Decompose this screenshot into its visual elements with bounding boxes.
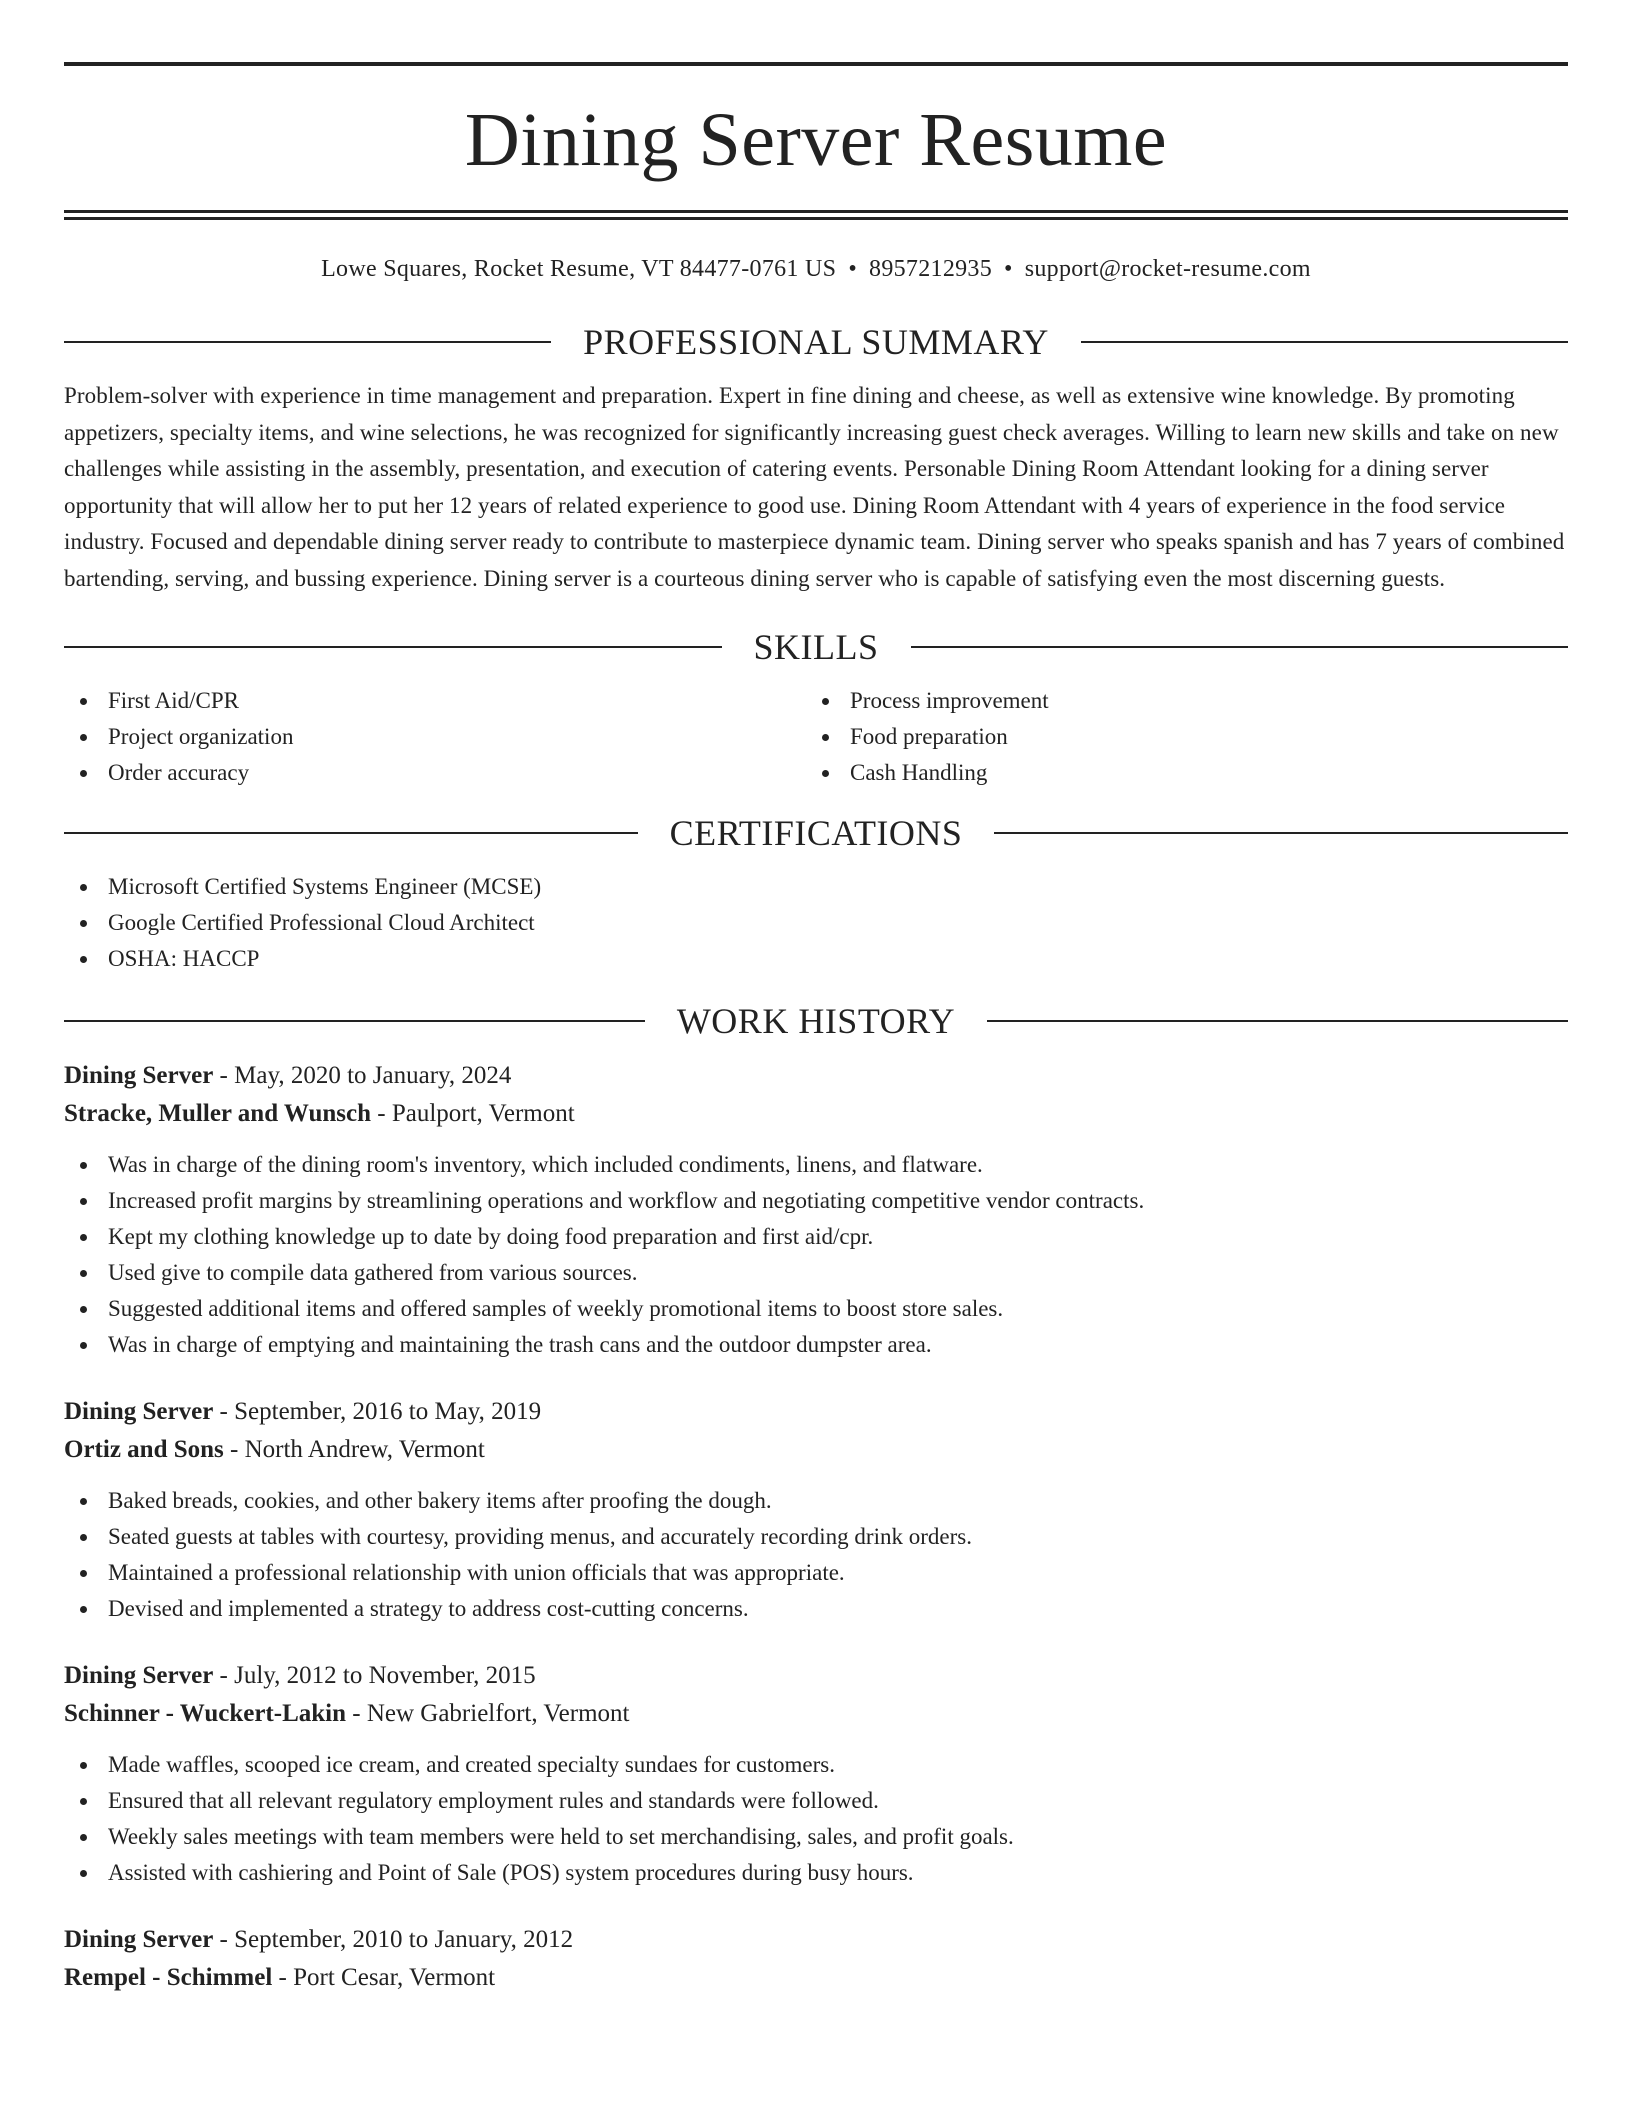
- job-dash: -: [213, 1062, 235, 1089]
- job-duty: Increased profit margins by streamlining operations and workflow and negotiating competitive vendor contracts.: [64, 1183, 1568, 1219]
- job-company-line: [64, 1695, 1568, 1733]
- certifications-list: [64, 869, 1568, 977]
- header-double-rule: [64, 210, 1568, 220]
- header-top-rule: [64, 62, 1568, 66]
- section-header-certifications: [64, 811, 1568, 855]
- job-duty: Baked breads, cookies, and other bakery items after proofing the dough.: [64, 1483, 1568, 1519]
- job-location: Paulport, Vermont: [391, 1100, 575, 1127]
- section-title-certifications: CERTIFICATIONS: [669, 813, 963, 853]
- skill-item: Project organization: [64, 719, 806, 755]
- job-duty: Weekly sales meetings with team members were held to set merchandising, sales, and profit goals.: [64, 1819, 1568, 1855]
- job-entry: [64, 1057, 1568, 1363]
- certification-item: Microsoft Certified Systems Engineer (MCSE): [64, 869, 1568, 905]
- job-dates: September, 2010 to January, 2012: [234, 1926, 574, 1953]
- job-company: Schinner - Wuckert-Lakin: [64, 1700, 346, 1727]
- section-title-work-history: WORK HISTORY: [676, 1001, 956, 1041]
- job-duty: Kept my clothing knowledge up to date by doing food preparation and first aid/cpr.: [64, 1219, 1568, 1255]
- skill-item: Food preparation: [806, 719, 1548, 755]
- skills-list-left: [64, 683, 806, 791]
- job-company: Rempel - Schimmel: [64, 1964, 273, 1991]
- skill-item: First Aid/CPR: [64, 683, 806, 719]
- job-title: Dining Server: [64, 1926, 214, 1953]
- job-duty: Was in charge of emptying and maintaining the trash cans and the outdoor dumpster area.: [64, 1327, 1568, 1363]
- skills-list-right: [806, 683, 1548, 791]
- section-title-summary: PROFESSIONAL SUMMARY: [583, 322, 1049, 362]
- summary-text: Problem-solver with experience in time management and preparation. Expert in fine dining and cheese, as well as extensive wine knowledge. By promoting appetizers, specialty items, and wine selections, he was recognized for significantly increasing guest check averages. Willing to learn new skills and take on new challenges while assisting in the assembly, presentation, and execution of catering events. Personable Dining Room Attendant looking for a dining server opportunity that will allow her to put her 12 years of related experience to good use. Dining Room Attendant with 4 years of experience in the food service industry. Focused and dependable dining server ready to contribute to masterpiece dynamic team. Dining server who speaks spanish and has 7 years of combined bartending, serving, and bussing experience. Dining server is a courteous dining server who is capable of satisfying even the most discerning guests.: [64, 383, 1565, 591]
- job-title: Dining Server: [64, 1062, 214, 1089]
- job-dates: September, 2016 to May, 2019: [234, 1398, 542, 1425]
- job-dash: -: [213, 1398, 235, 1425]
- job-title-line: [64, 1921, 1568, 1959]
- section-header-summary: [64, 320, 1568, 364]
- job-title: Dining Server: [64, 1662, 214, 1689]
- job-dash: -: [272, 1964, 294, 1991]
- job-dash: -: [371, 1100, 392, 1127]
- job-company: Ortiz and Sons: [64, 1436, 224, 1463]
- job-dates: May, 2020 to January, 2024: [234, 1062, 512, 1089]
- section-rule: [64, 832, 638, 834]
- skills-column-right: [806, 683, 1548, 791]
- job-duty: Seated guests at tables with courtesy, providing menus, and accurately recording drink orders.: [64, 1519, 1568, 1555]
- job-dash: -: [213, 1926, 235, 1953]
- job-duty: Maintained a professional relationship with union officials that was appropriate.: [64, 1555, 1568, 1591]
- section-rule: [64, 1020, 645, 1022]
- job-duty: Devised and implemented a strategy to address cost-cutting concerns.: [64, 1591, 1568, 1627]
- job-entry: [64, 1921, 1568, 1997]
- contact-email[interactable]: support@rocket-resume.com: [1024, 256, 1311, 282]
- contact-separator: •: [1004, 256, 1013, 282]
- section-rule: [911, 646, 1569, 648]
- skill-item: Cash Handling: [806, 755, 1548, 791]
- job-dates: July, 2012 to November, 2015: [234, 1662, 536, 1689]
- job-title-line: [64, 1657, 1568, 1695]
- job-duty: Suggested additional items and offered samples of weekly promotional items to boost store sales.: [64, 1291, 1568, 1327]
- certification-item: OSHA: HACCP: [64, 941, 1568, 977]
- job-title-line: [64, 1057, 1568, 1095]
- job-company-line: [64, 1431, 1568, 1469]
- job-location: Port Cesar, Vermont: [293, 1964, 496, 1991]
- job-duty: Assisted with cashiering and Point of Sale (POS) system procedures during busy hours.: [64, 1855, 1568, 1891]
- job-duty: Made waffles, scooped ice cream, and created specialty sundaes for customers.: [64, 1747, 1568, 1783]
- job-dash: -: [346, 1700, 367, 1727]
- skills-grid: [64, 683, 1568, 791]
- job-duty: Ensured that all relevant regulatory employment rules and standards were followed.: [64, 1783, 1568, 1819]
- job-dash: -: [213, 1662, 235, 1689]
- job-location: North Andrew, Vermont: [244, 1436, 485, 1463]
- section-header-work-history: [64, 999, 1568, 1043]
- section-rule: [1081, 341, 1568, 343]
- section-title-skills: SKILLS: [753, 627, 879, 667]
- section-rule: [64, 341, 551, 343]
- certification-item: Google Certified Professional Cloud Architect: [64, 905, 1568, 941]
- section-header-skills: [64, 625, 1568, 669]
- job-dash: -: [223, 1436, 245, 1463]
- section-rule: [994, 832, 1568, 834]
- job-company-line: [64, 1095, 1568, 1133]
- job-entry: [64, 1393, 1568, 1627]
- contact-separator: •: [848, 256, 858, 282]
- job-duties-list: [64, 1483, 1568, 1627]
- job-entry: [64, 1657, 1568, 1891]
- job-duty: Used give to compile data gathered from various sources.: [64, 1255, 1568, 1291]
- page-title: Dining Server Resume: [464, 98, 1168, 182]
- skill-item: Process improvement: [806, 683, 1548, 719]
- job-duty: Was in charge of the dining room's inventory, which included condiments, linens, and flatware.: [64, 1147, 1568, 1183]
- job-location: New Gabrielfort, Vermont: [366, 1700, 630, 1727]
- skill-item: Order accuracy: [64, 755, 806, 791]
- section-rule: [64, 646, 722, 648]
- contact-phone: 8957212935: [869, 256, 993, 282]
- contact-address: Lowe Squares, Rocket Resume, VT 84477-0761 US: [321, 256, 837, 282]
- resume-page: [64, 0, 1568, 1997]
- section-rule: [987, 1020, 1568, 1022]
- job-company-line: [64, 1959, 1568, 1997]
- job-title: Dining Server: [64, 1398, 214, 1425]
- skills-column-left: [64, 683, 806, 791]
- job-duties-list: [64, 1747, 1568, 1891]
- contact-line: [64, 253, 1568, 285]
- job-company: Stracke, Muller and Wunsch: [64, 1100, 371, 1127]
- job-duties-list: [64, 1147, 1568, 1363]
- job-title-line: [64, 1393, 1568, 1431]
